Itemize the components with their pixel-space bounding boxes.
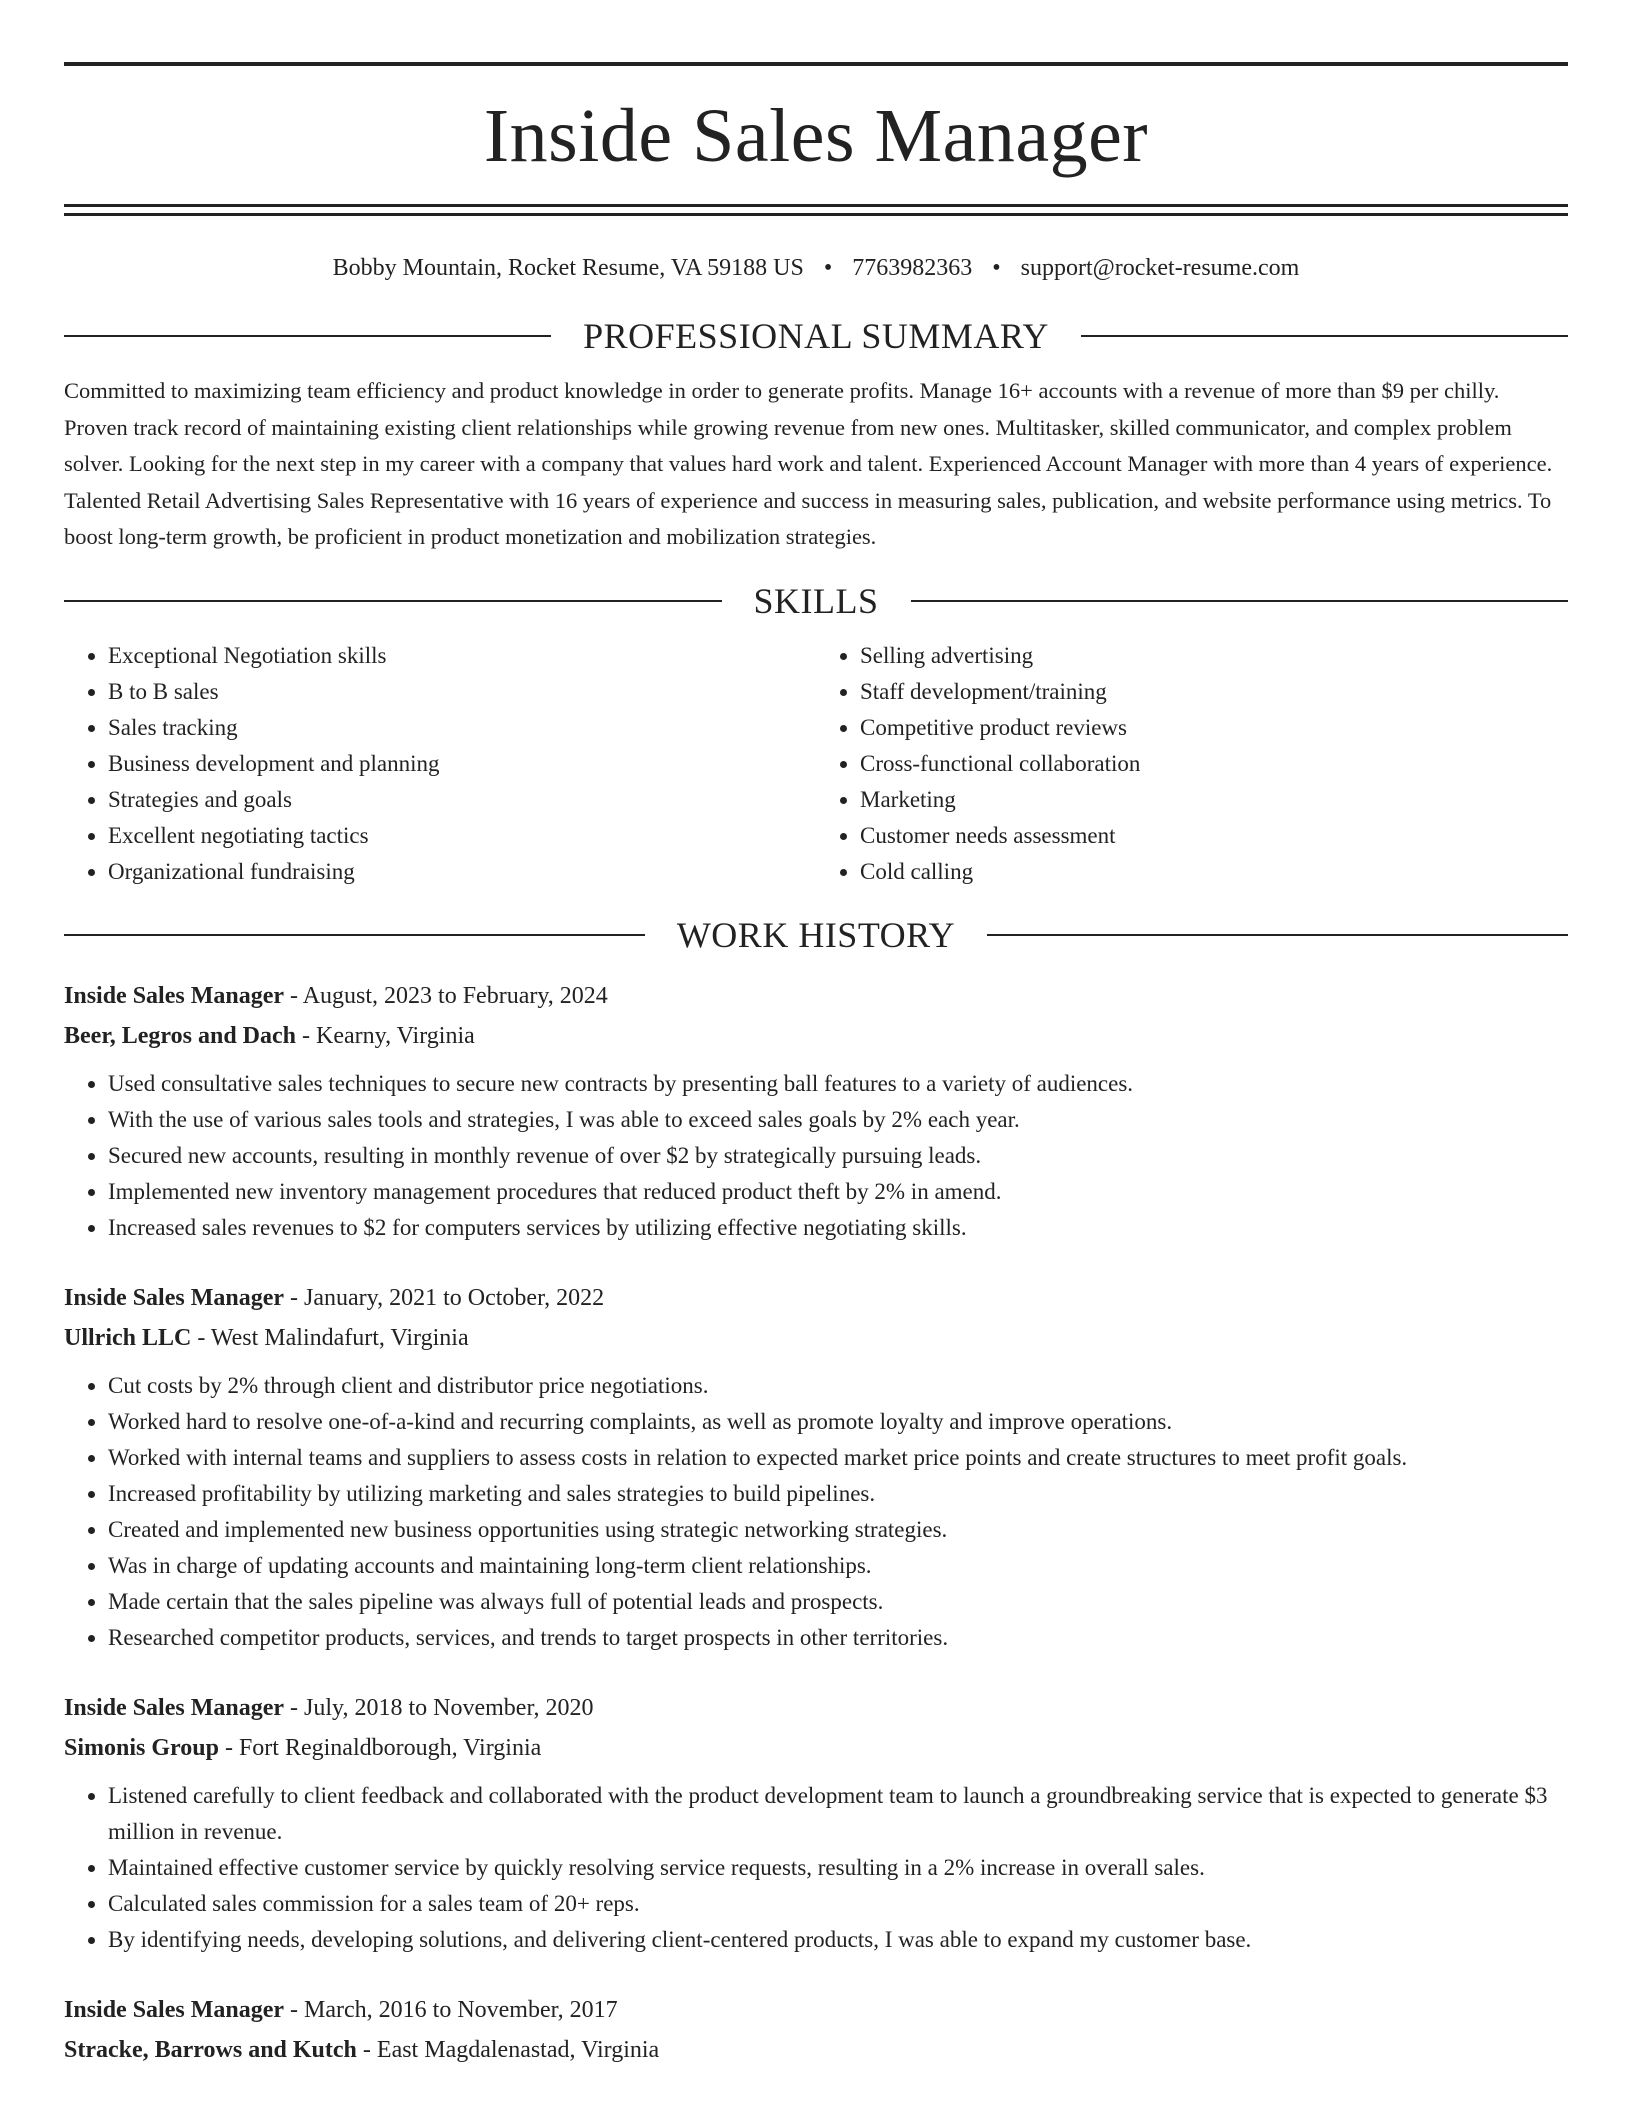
skill-item: • Excellent negotiating tactics xyxy=(108,818,816,854)
title-double-rule xyxy=(64,204,1568,216)
job-entry xyxy=(64,976,1568,1246)
job-title: Inside Sales Manager xyxy=(64,1694,285,1721)
skill-item: • Marketing xyxy=(860,782,1568,818)
job-title-line: Inside Sales Manager - July, 2018 to November, 2020 xyxy=(64,1694,594,1721)
job-title-line: Inside Sales Manager - January, 2021 to October, 2022 xyxy=(64,1284,605,1311)
skill-item: • B to B sales xyxy=(108,674,816,710)
job-bullet: • Was in charge of updating accounts and maintaining long-term client relationships. xyxy=(108,1548,1568,1584)
job-location: Kearny, Virginia xyxy=(316,1022,475,1049)
job-bullet: • By identifying needs, developing solutions, and delivering client-centered products, I was able to expand my customer base. xyxy=(108,1922,1568,1958)
job-entry xyxy=(64,1990,1568,2070)
job-bullet: • Increased sales revenues to $2 for computers services by utilizing effective negotiating skills. xyxy=(108,1210,1568,1246)
job-company-line: Stracke, Barrows and Kutch - East Magdalenastad, Virginia xyxy=(64,2036,660,2063)
job-location: Fort Reginaldborough, Virginia xyxy=(238,1734,542,1761)
job-bullet: • With the use of various sales tools and strategies, I was able to exceed sales goals by 2% each year. xyxy=(108,1102,1568,1138)
job-bullet: • Secured new accounts, resulting in monthly revenue of over $2 by strategically pursuing leads. xyxy=(108,1138,1568,1174)
job-bullet: • Researched competitor products, services, and trends to target prospects in other territories. xyxy=(108,1620,1568,1656)
heading-rule xyxy=(64,934,645,936)
job-company-line: Simonis Group - Fort Reginaldborough, Virginia xyxy=(64,1734,542,1761)
job-title: Inside Sales Manager xyxy=(64,1284,285,1311)
job-bullets xyxy=(64,1066,1568,1246)
contact-line xyxy=(64,253,1568,283)
job-bullet: • Cut costs by 2% through client and distributor price negotiations. xyxy=(108,1368,1568,1404)
job-bullet: • Calculated sales commission for a sales team of 20+ reps. xyxy=(108,1886,1568,1922)
skill-item: • Customer needs assessment xyxy=(860,818,1568,854)
job-company: Beer, Legros and Dach xyxy=(64,1022,297,1049)
skills-column-right xyxy=(816,638,1568,890)
job-company: Simonis Group xyxy=(64,1734,219,1761)
summary-heading xyxy=(64,313,1568,359)
job-bullet: • Worked hard to resolve one-of-a-kind and recurring complaints, as well as promote loyalty and improve operations. xyxy=(108,1404,1568,1440)
job-bullet: • Made certain that the sales pipeline was always full of potential leads and prospects. xyxy=(108,1584,1568,1620)
heading-rule xyxy=(987,934,1568,936)
job-bullet: • Worked with internal teams and suppliers to assess costs in relation to expected market price points and create structures to meet profit goals. xyxy=(108,1440,1568,1476)
job-bullet: • Implemented new inventory management procedures that reduced product theft by 2% in amend. xyxy=(108,1174,1568,1210)
work-heading xyxy=(64,912,1568,958)
contact-email: support@rocket-resume.com xyxy=(1020,255,1300,281)
heading-rule xyxy=(1081,335,1568,337)
work-heading-label: WORK HISTORY xyxy=(676,914,956,955)
skill-item: • Organizational fundraising xyxy=(108,854,816,890)
skill-item: • Staff development/training xyxy=(860,674,1568,710)
skill-item: • Exceptional Negotiation skills xyxy=(108,638,816,674)
job-title-line: Inside Sales Manager - August, 2023 to February, 2024 xyxy=(64,982,608,1009)
job-company-line: Beer, Legros and Dach - Kearny, Virginia xyxy=(64,1022,475,1049)
job-bullet: • Maintained effective customer service by quickly resolving service requests, resulting in a 2% increase in overall sales. xyxy=(108,1850,1568,1886)
skill-item: • Cold calling xyxy=(860,854,1568,890)
summary-text: Committed to maximizing team efficiency and product knowledge in order to generate profits. Manage 16+ accounts with a revenue of more than $9 per chilly. Proven track record of maintaining existing client relationships while growing revenue from new ones. Multitasker, skilled communicator, and complex problem solver. Looking for the next step in my career with a company that values hard work and talent. Experienced Account Manager with more than 4 years of experience. Talented Retail Advertising Sales Representative with 16 years of experience and success in measuring sales, publication, and website performance using metrics. To boost long-term growth, be proficient in product monetization and mobilization strategies. xyxy=(64,378,1553,549)
contact-phone: 7763982363 xyxy=(852,255,973,281)
job-bullets xyxy=(64,1778,1568,1958)
job-bullet: • Created and implemented new business opportunities using strategic networking strategies. xyxy=(108,1512,1568,1548)
heading-rule xyxy=(64,600,722,602)
skills-column-left xyxy=(64,638,816,890)
job-dates: March, 2016 to November, 2017 xyxy=(304,1996,618,2023)
job-location: East Magdalenastad, Virginia xyxy=(376,2036,660,2063)
heading-rule xyxy=(64,335,551,337)
job-bullet: • Listened carefully to client feedback and collaborated with the product development team to launch a groundbreaking service that is expected to generate $3 million in revenue. xyxy=(108,1778,1568,1850)
resume-content xyxy=(64,0,1568,2070)
contact-address: Bobby Mountain, Rocket Resume, VA 59188 US xyxy=(332,255,804,281)
job-bullet: • Increased profitability by utilizing marketing and sales strategies to build pipelines. xyxy=(108,1476,1568,1512)
skills-heading xyxy=(64,578,1568,624)
job-title: Inside Sales Manager xyxy=(64,1996,285,2023)
job-dates: July, 2018 to November, 2020 xyxy=(304,1694,594,1721)
page-title: Inside Sales Manager xyxy=(483,94,1149,178)
job-company: Stracke, Barrows and Kutch xyxy=(64,2036,357,2063)
skill-item: • Competitive product reviews xyxy=(860,710,1568,746)
skills-list xyxy=(64,638,1568,890)
job-title: Inside Sales Manager xyxy=(64,982,285,1009)
job-dates: August, 2023 to February, 2024 xyxy=(302,982,608,1009)
job-company-line: Ullrich LLC - West Malindafurt, Virginia xyxy=(64,1324,469,1351)
job-company: Ullrich LLC xyxy=(64,1324,192,1351)
job-title-line: Inside Sales Manager - March, 2016 to November, 2017 xyxy=(64,1996,618,2023)
job-entry xyxy=(64,1688,1568,1958)
job-bullet: • Used consultative sales techniques to secure new contracts by presenting ball features to a variety of audiences. xyxy=(108,1066,1568,1102)
skill-item: • Business development and planning xyxy=(108,746,816,782)
contact-separator: • xyxy=(823,255,833,281)
heading-rule xyxy=(911,600,1569,602)
job-entry xyxy=(64,1278,1568,1656)
skill-item: • Cross-functional collaboration xyxy=(860,746,1568,782)
job-location: West Malindafurt, Virginia xyxy=(210,1324,469,1351)
skill-item: • Sales tracking xyxy=(108,710,816,746)
job-dates: January, 2021 to October, 2022 xyxy=(304,1284,605,1311)
skills-heading-label: SKILLS xyxy=(753,580,879,621)
skill-item: • Strategies and goals xyxy=(108,782,816,818)
contact-separator: • xyxy=(992,255,1001,281)
skill-item: • Selling advertising xyxy=(860,638,1568,674)
summary-heading-label: PROFESSIONAL SUMMARY xyxy=(583,316,1049,356)
job-bullets xyxy=(64,1368,1568,1656)
